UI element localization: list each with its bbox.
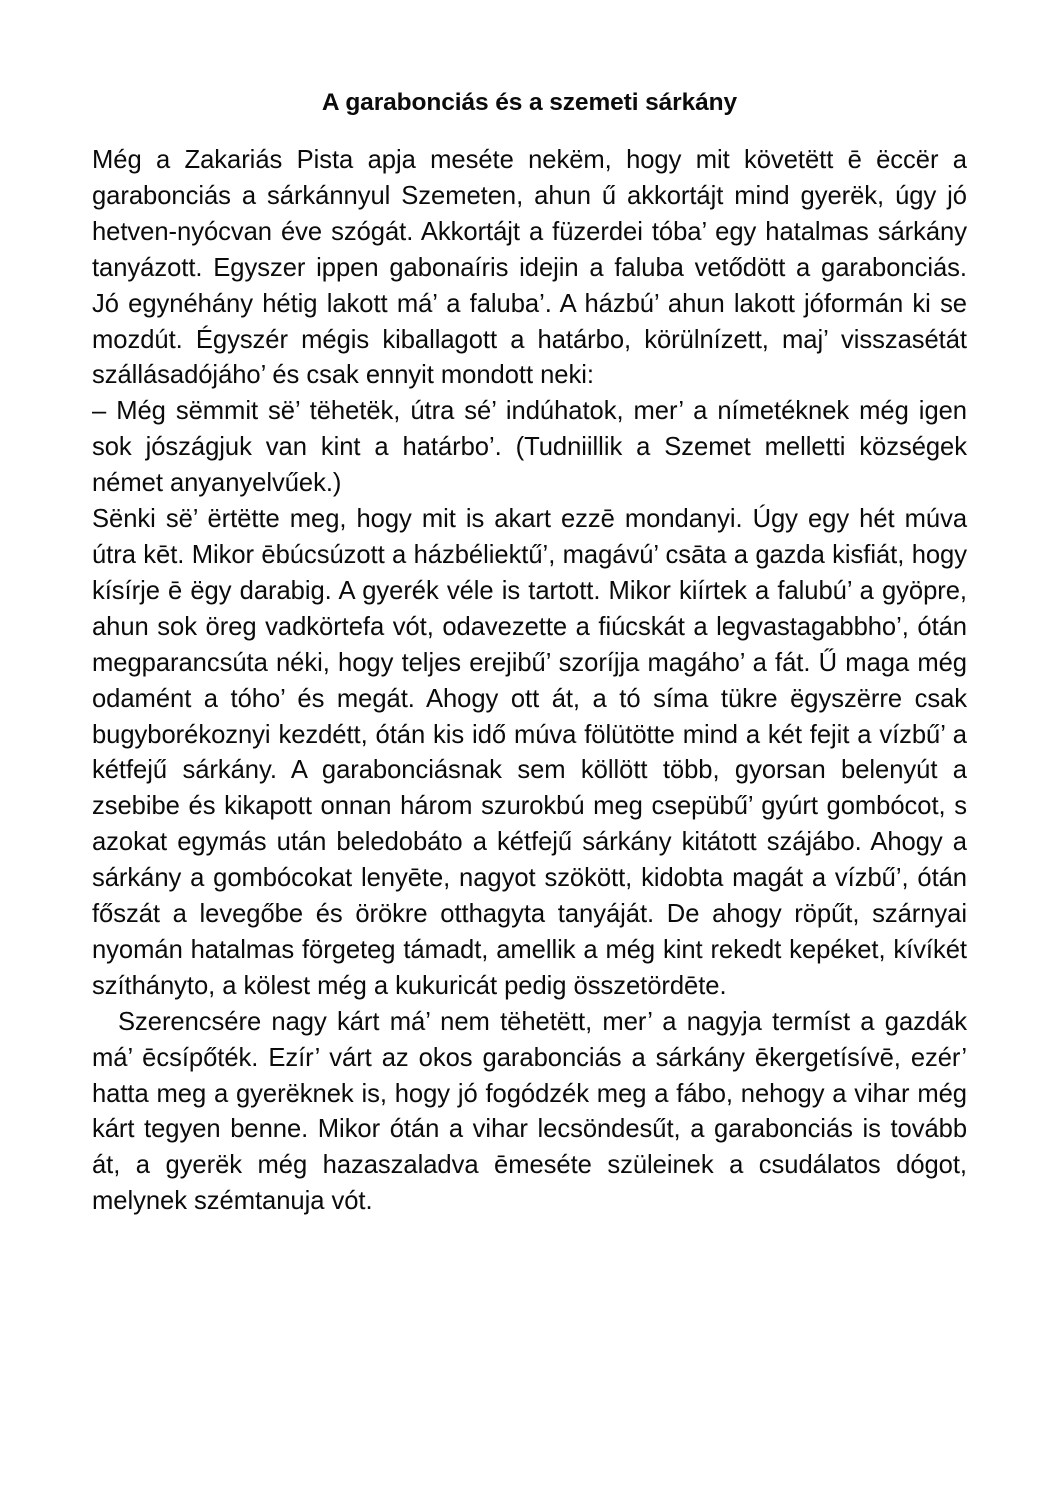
paragraph: Még a Zakariás Pista apja meséte nekëm, hogy mit követëtt ē ëccër a garabonciás a sárkánnyul Szemeten, ahun ű akkortájt mind gyerëk, úgy jó hetven-nyócvan éve szógát. Akkortájt a füzerdei tóba’ egy hatalmas sárkány tanyázott. Egyszer ippen gabonaíris idejin a faluba vetődött a garabonciás. Jó egynéhány hétig lakott má’ a faluba’. A házbú’ ahun lakott jóformán ki se mozdút. Égyszér mégis kiballagott a határbo, körülnízett, maj’ visszasétát szállásadójáho’ és csak ennyit mondott neki: — [92, 146, 967, 390]
paragraph: – Még sëmmit së’ tëhetëk, útra sé’ indúhatok, mer’ a nímetéknek még igen sok jószágjuk van kint a határbo’. (Tudniillik a Szemet melletti községek német anyanyelvűek.) — [92, 397, 967, 498]
document-body — [92, 143, 967, 1220]
paragraph: Szerencsére nagy kárt má’ nem tëhetëtt, mer’ a nagyja termíst a gazdák má’ ēcsípőték. Ezír’ várt az okos garabonciás a sárkány ēkergetísívē, ezér’ hatta meg a gyerëknek is, hogy jó fogódzék meg a fábo, nehogy a vihar még kárt tegyen benne. Mikor ótán a vihar lecsöndesűt, a garabonciás is tovább át, a gyerëk még hazaszaladva ēmeséte szüleinek a csudálatos dógot, melynek szémtanuja vót. — [92, 1007, 967, 1216]
page-title: A garabonciás és a szemeti sárkány — [321, 89, 738, 117]
paragraph: Sënki së’ ërtëtte meg, hogy mit is akart ezzē mondanyi. Úgy egy hét múva útra kēt. Mikor ēbúcsúzott a házbéliektű’, magávú’ csāta a gazda kisfiát, hogy kísírje ē ëgy darabig. A gyerék véle is tartott. Mikor kiírtek a falubú’ a gyöpre, ahun sok öreg vadkörtefa vót, odavezette a fiúcskát a legvastagabbho’, ótán megparancsúta néki, hogy teljes erejibű’ szoríjja magáho’ a fát. Ű maga még odamént a tóho’ és megát. Ahogy ott át, a tó síma tükre ëgyszërre csak bugyborékoznyi kezdétt, ótán kis idő múva fölütötte mind a két fejit a vízbű’ a kétfejű sárkány. A garabonciásnak sem köllött több, gyorsan belenyút a zsebibe és kikapott onnan három szurokbú meg csepübű’ gyúrt gombócot, s azokat egymás után beledobáto a kétfejű sárkány kitátott szájábo. Ahogy a sárkány a gombócokat lenyēte, nagyot szökött, kidobta magát a vízbű’, ótán főszát a levegőbe és örökre otthagyta tanyáját. De ahogy röpűt, szárnyai nyomán hatalmas förgeteg támadt, amellik a még kint rekedt kepéket, kívíkét szíthányto, a kölest még a kukuricát pedig összetördēte. — [92, 505, 967, 1000]
